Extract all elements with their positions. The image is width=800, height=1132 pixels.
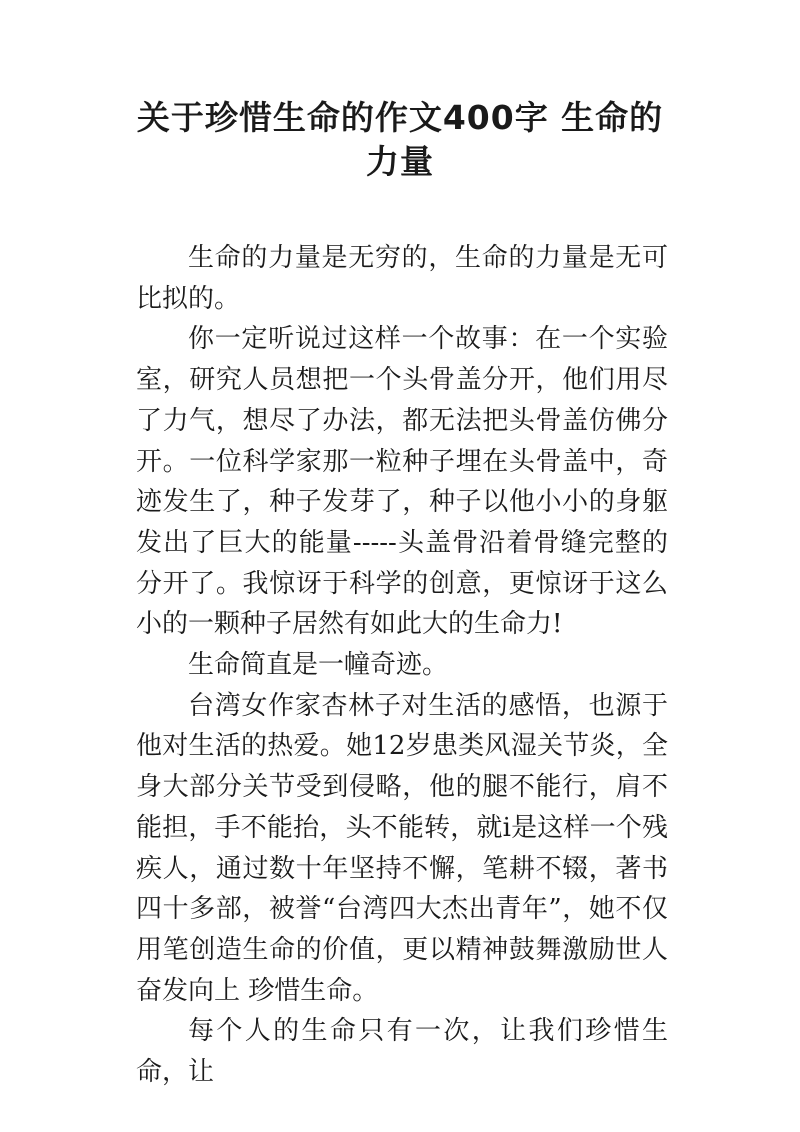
paragraph-2: 你一定听说过这样一个故事：在一个实验室，研究人员想把一个头骨盖分开，他们用尽了力气，想尽了办法，都无法把头骨盖仿佛分开。一位科学家那一粒种子埋在头骨盖中，奇迹发生了，种子发芽了，种子以他小小的身躯发出了巨大的能量-----头盖骨沿着骨缝完整的分开了。我惊讶于科学的创意，更惊讶于这么小的一颗种子居然有如此大的生命力! [136, 324, 668, 640]
paragraph-3: 生命简直是一幢奇迹。 [188, 650, 449, 681]
paragraph-4: 台湾女作家杏林子对生活的感悟，也源于他对生活的热爱。她12岁患类风湿关节炎，全身大部分关节受到侵略，他的腿不能行，肩不能担，手不能抬，头不能转，就i是这样一个残疾人，通过数十年坚持不懈，笔耕不辍，著书四十多部，被誉“台湾四大杰出青年”，她不仅用笔创造生命的价值，更以精神鼓舞激励世人奋发向上 珍惜生命。 [136, 690, 668, 1006]
paragraph-1: 生命的力量是无穷的，生命的力量是无可比拟的。 [136, 243, 668, 314]
paragraph-5: 每个人的生命只有一次，让我们珍惜生命，让 [136, 1016, 668, 1088]
document-body [136, 238, 668, 1093]
document-title: 关于珍惜生命的作文400字 生命的力量 [136, 98, 664, 181]
